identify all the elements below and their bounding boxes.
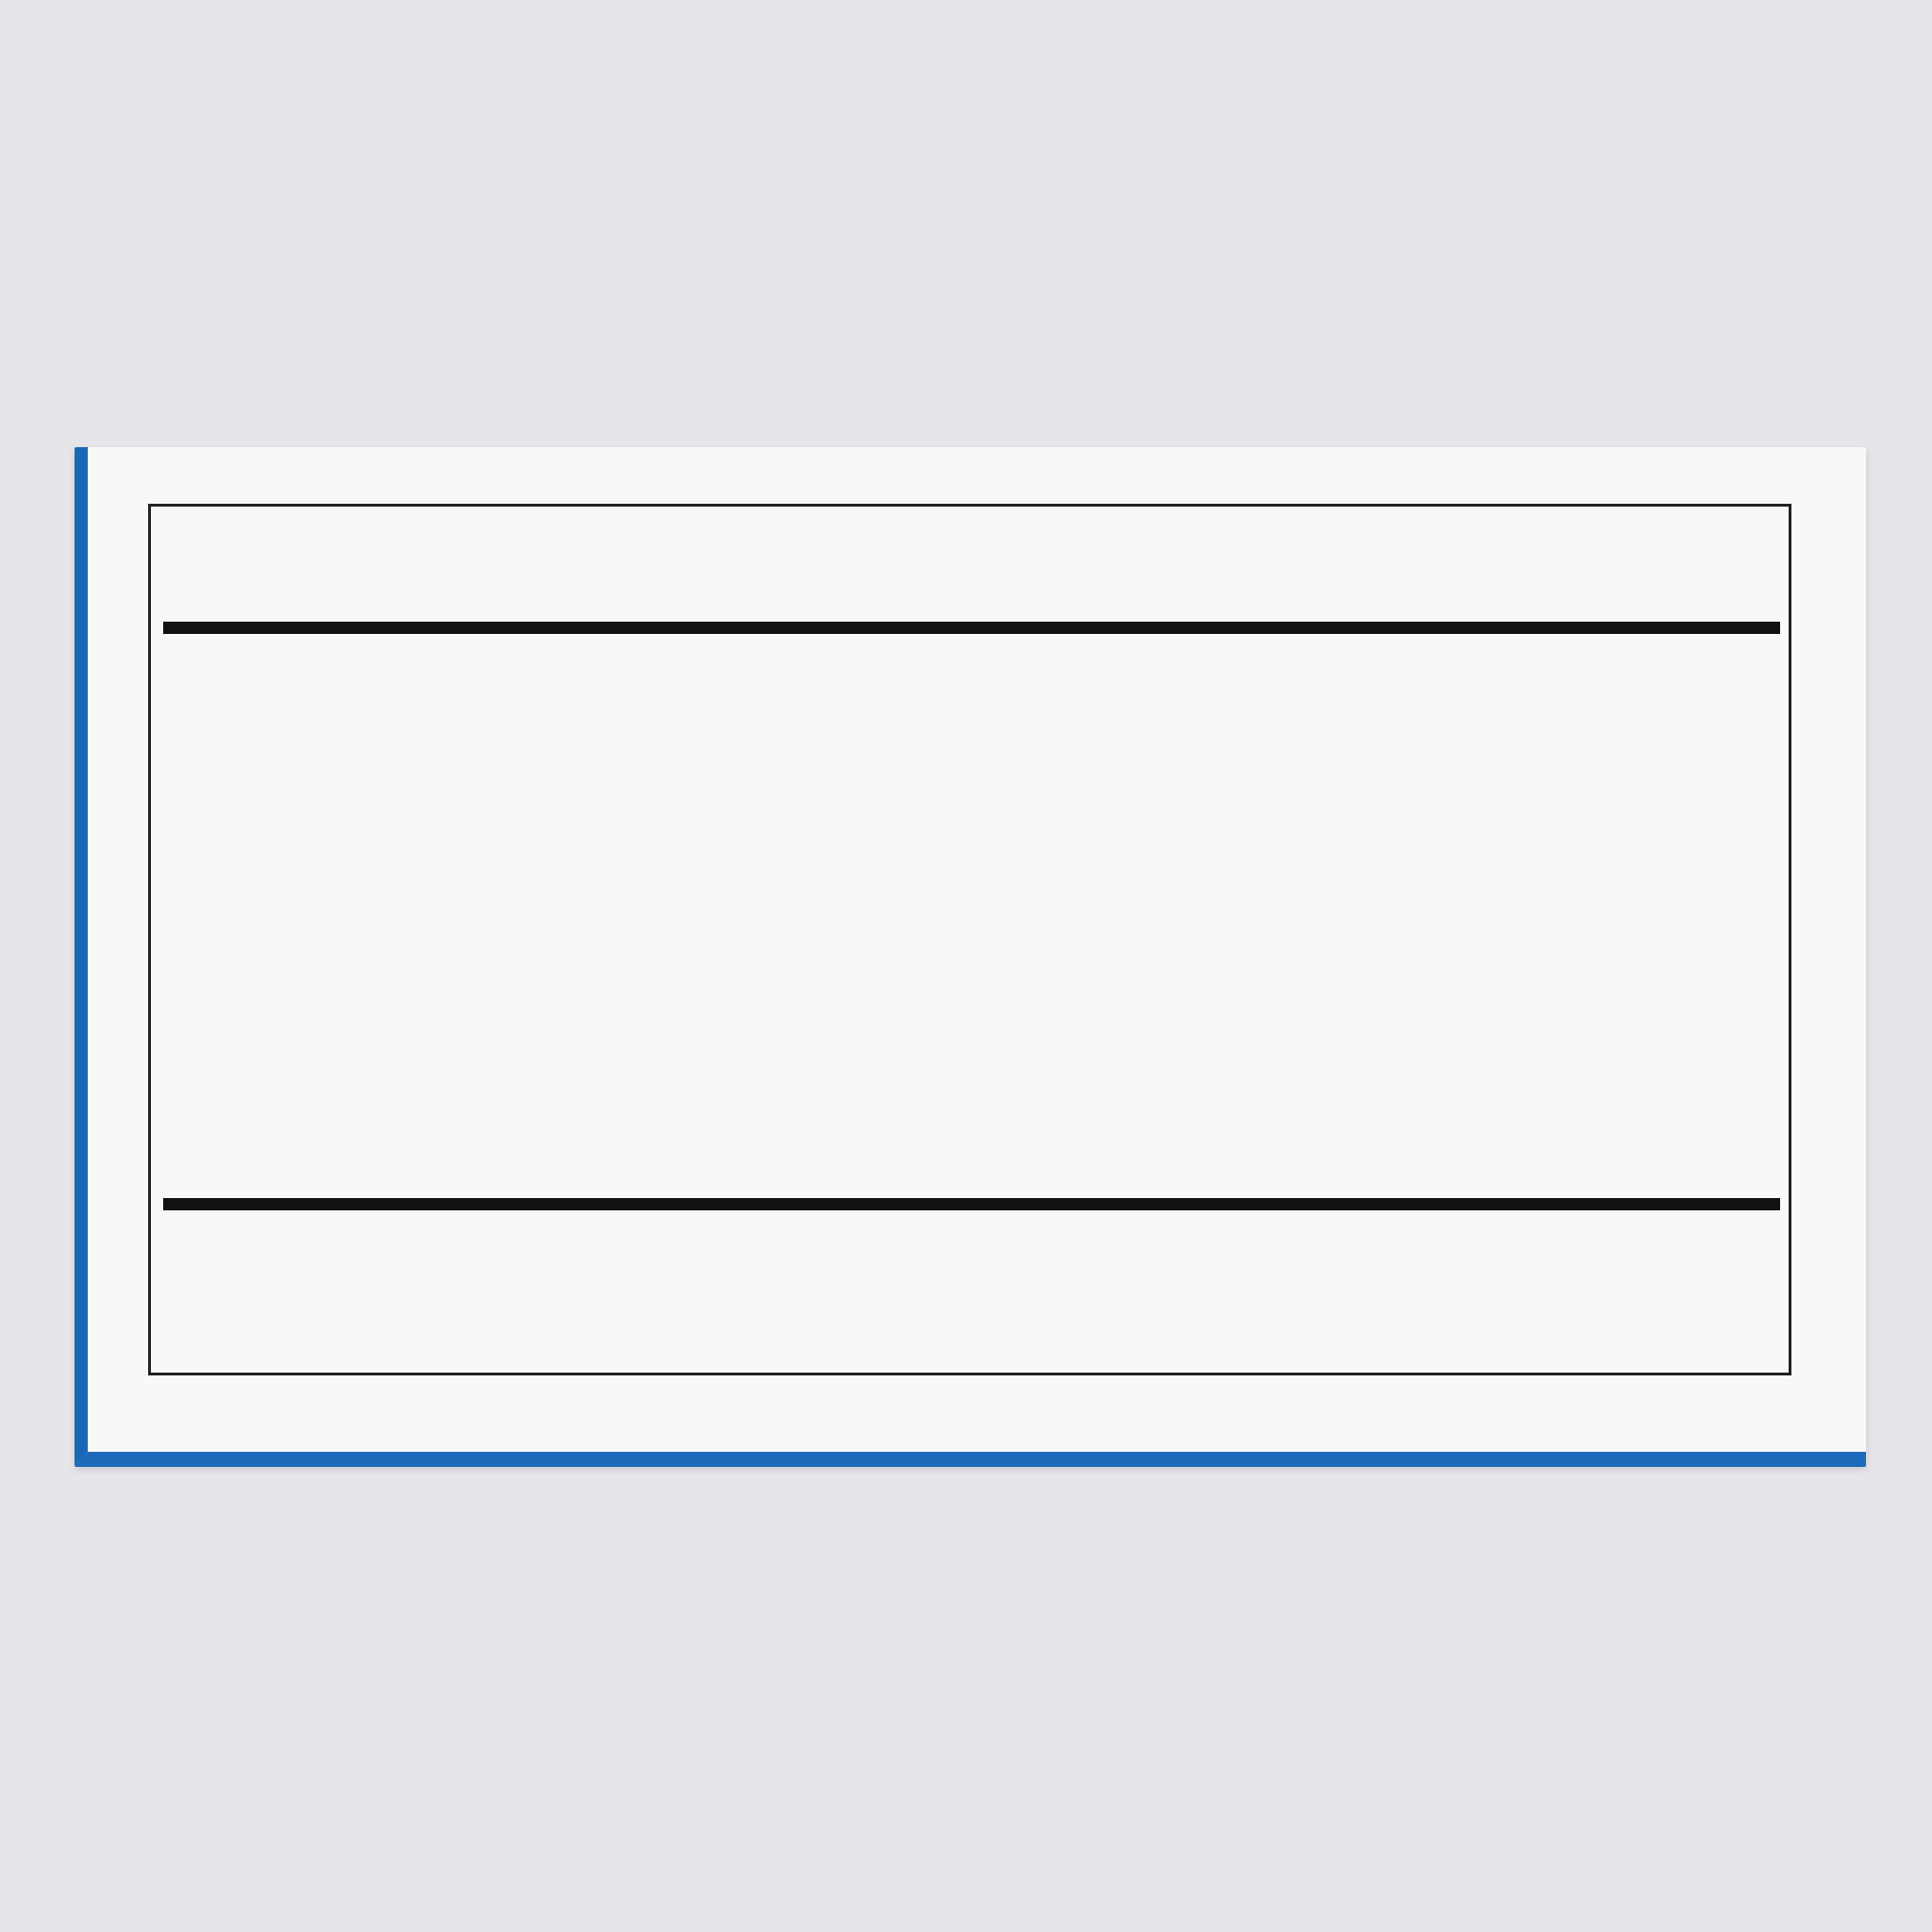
nutrition-label: [148, 504, 1791, 1375]
top-divider: [163, 622, 1780, 634]
bottom-divider: [163, 1198, 1780, 1210]
